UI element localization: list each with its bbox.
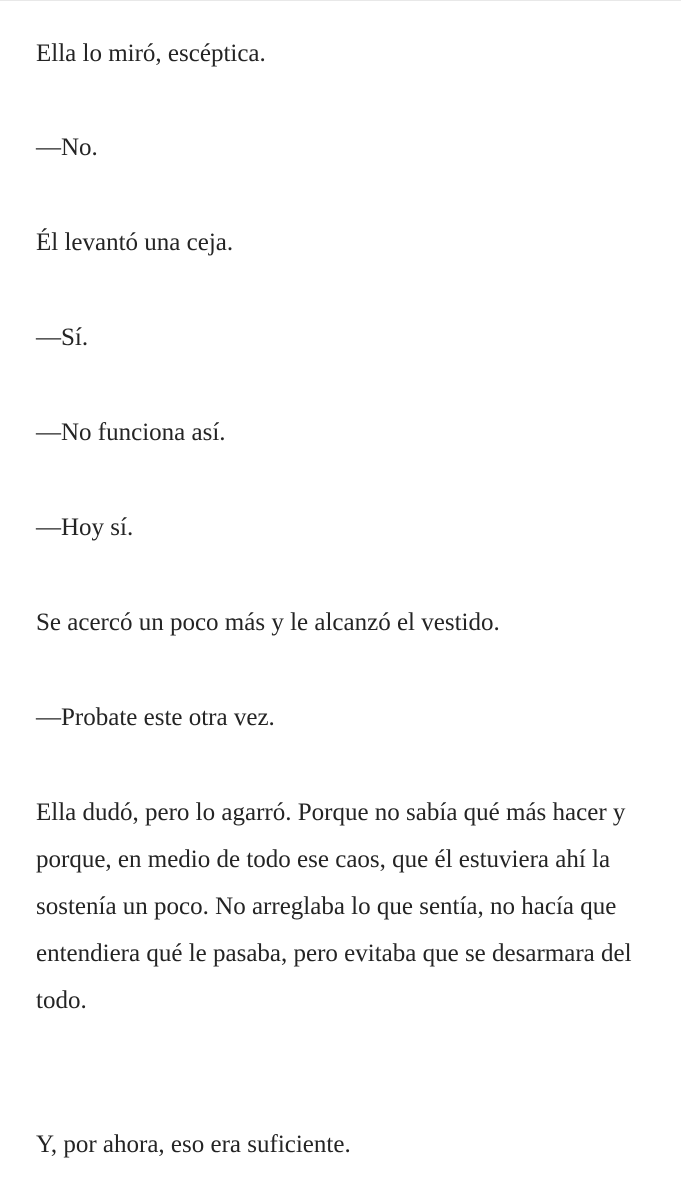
story-paragraph-5: —No funciona así. (36, 419, 226, 446)
story-paragraph-3: Él levantó una ceja. (36, 229, 234, 256)
story-paragraph-7: Se acercó un poco más y le alcanzó el vestido. (36, 609, 500, 636)
story-paragraph-2: —No. (36, 134, 98, 161)
story-paragraph-1: Ella lo miró, escéptica. (36, 40, 266, 67)
top-divider (0, 0, 681, 1)
story-paragraph-6: —Hoy sí. (36, 514, 134, 541)
story-paragraph-4: —Sí. (36, 324, 89, 351)
story-paragraph-10: Y, por ahora, eso era suficiente. (36, 1131, 351, 1158)
story-paragraph-9: Ella dudó, pero lo agarró. Porque no sabía qué más hacer y porque, en medio de todo ese caos, que él estuviera ahí la sostenía un poco. No arreglaba lo que sentía, no hacía que entendiera qué le pasaba, pero evitaba que se desarmara del todo. (36, 799, 632, 1014)
story-paragraph-8: —Probate este otra vez. (36, 704, 275, 731)
